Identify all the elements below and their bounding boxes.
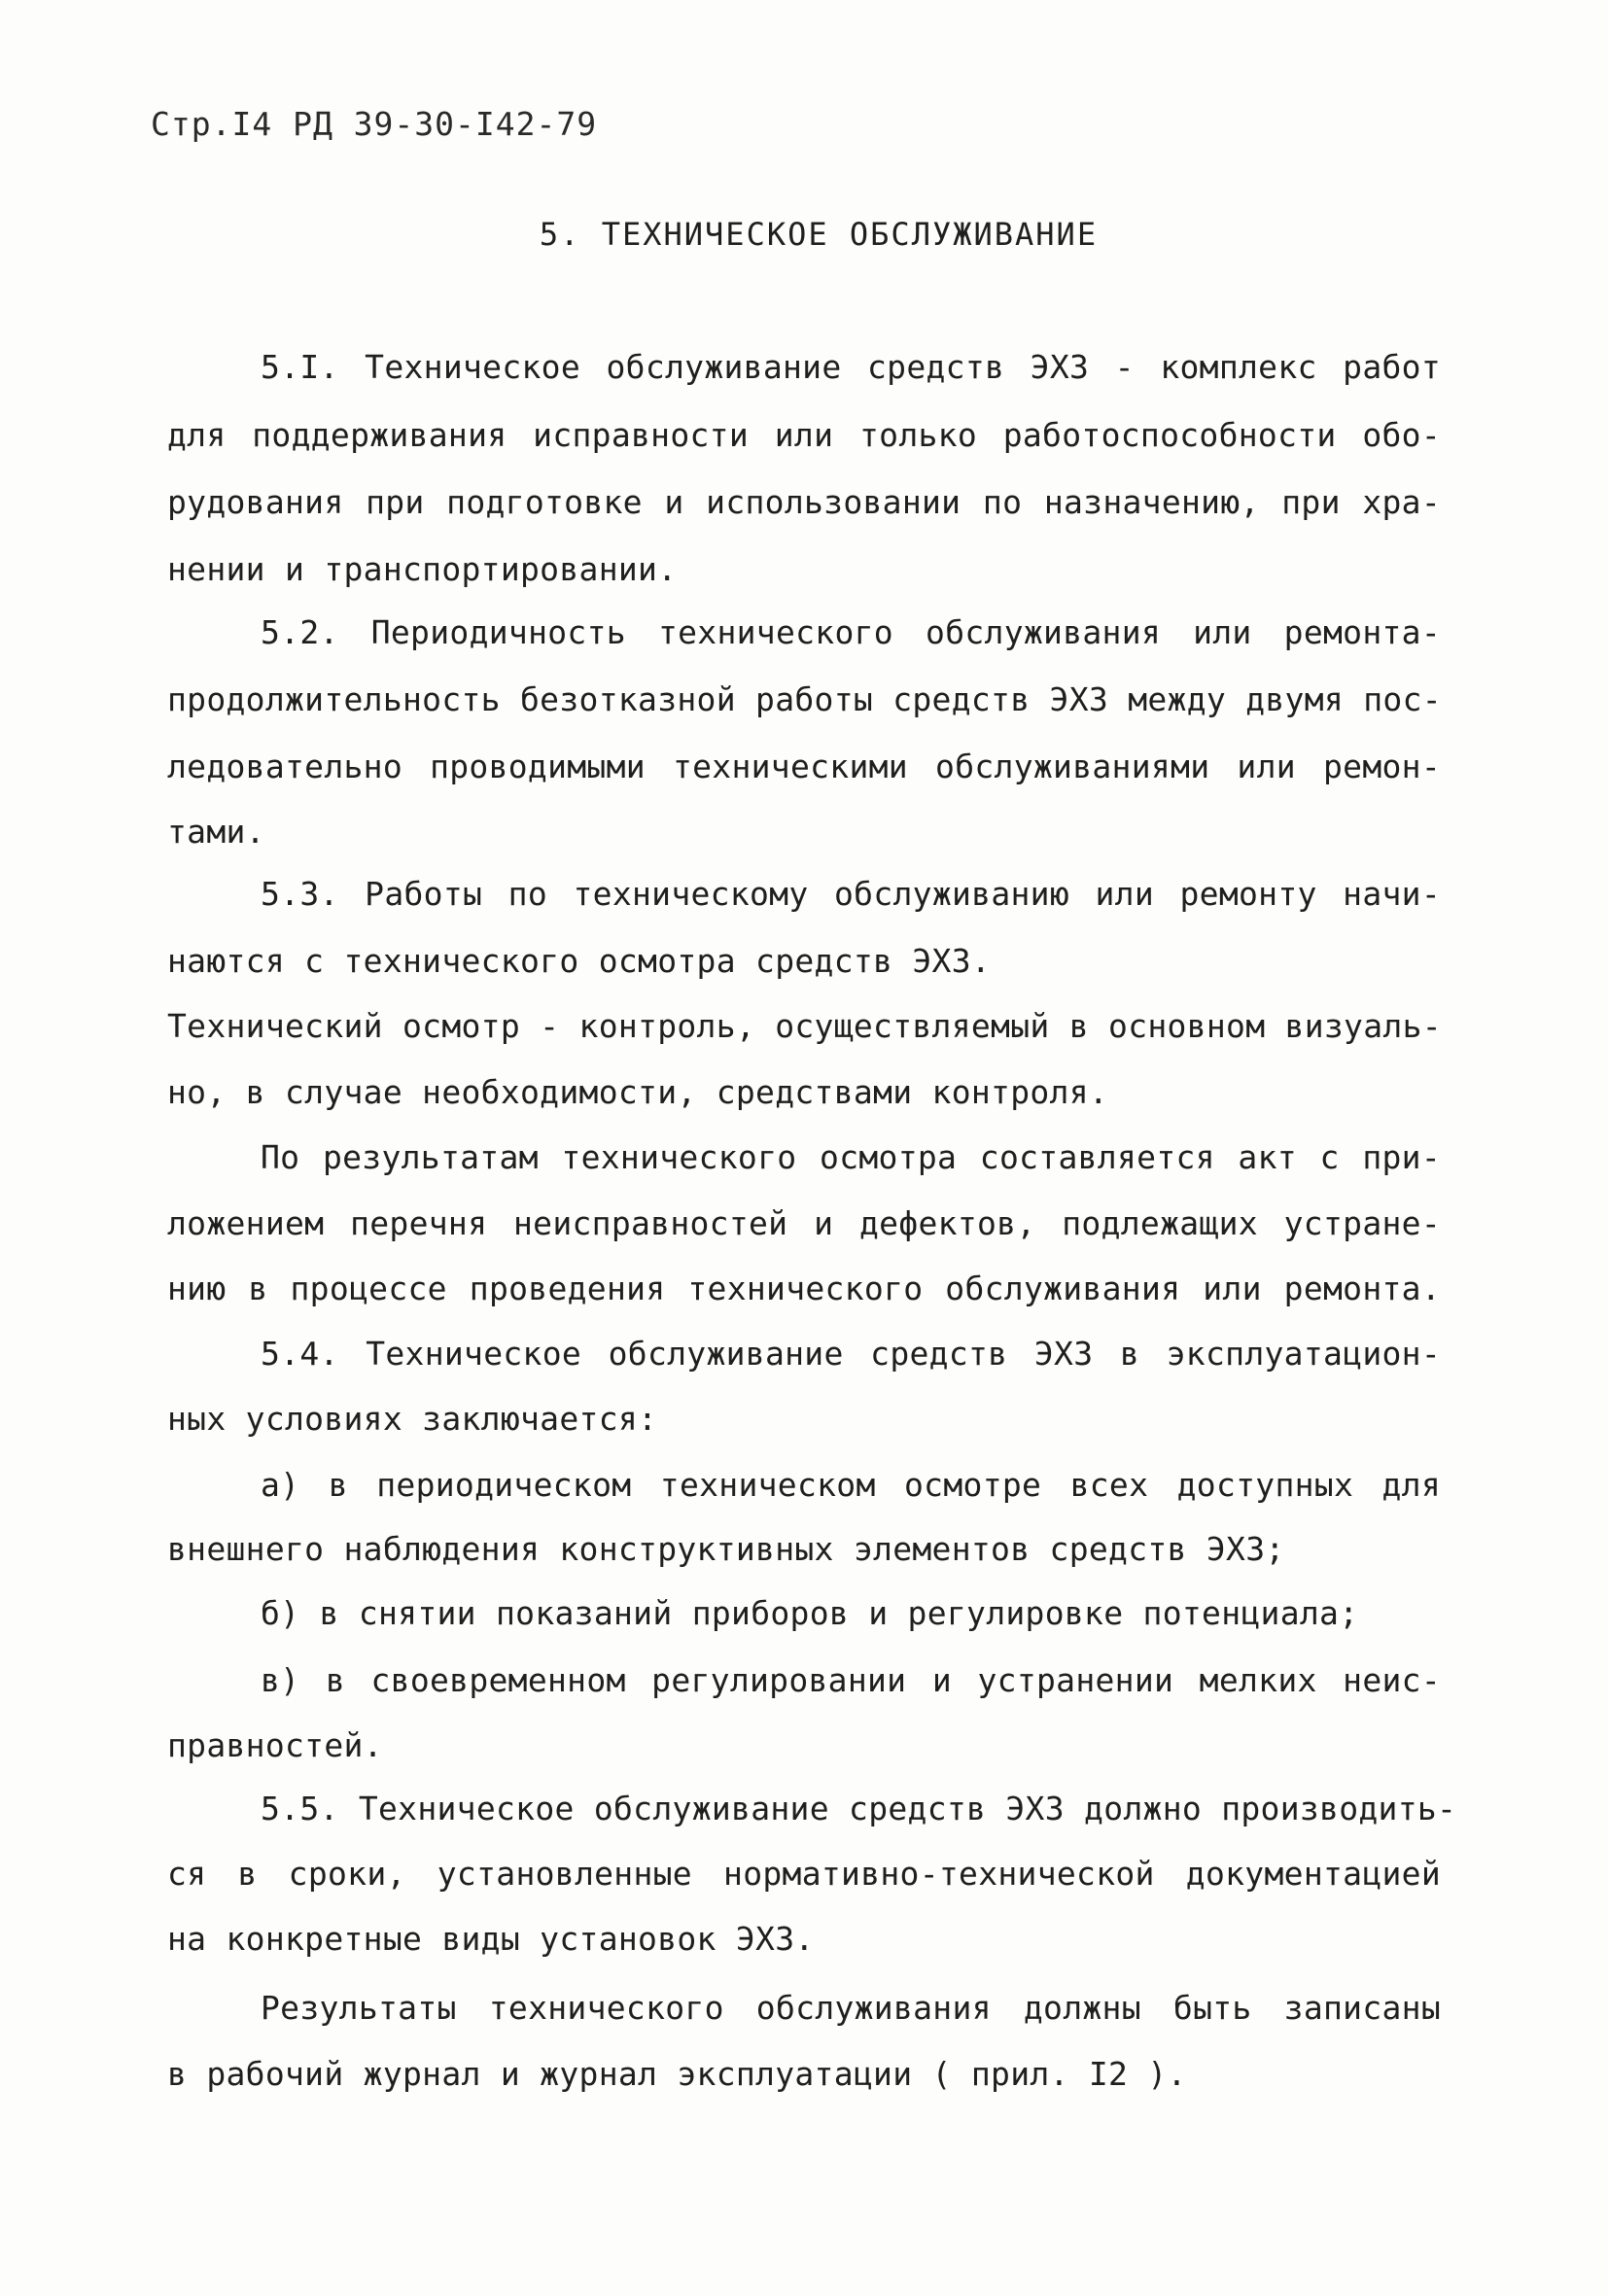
text-line: правностей.: [167, 1726, 383, 1764]
section-title: 5. ТЕХНИЧЕСКОЕ ОБСЛУЖИВАНИЕ: [539, 216, 1099, 253]
text-line: продолжительность безотказной работы средств ЭХЗ между двумя пос-: [167, 680, 1442, 718]
text-line: тами.: [167, 813, 265, 851]
text-line: ных условиях заключается:: [167, 1400, 658, 1438]
text-line: ложением перечня неисправностей и дефектов, подлежащих устране-: [167, 1204, 1441, 1242]
text-line: 5.5. Техническое обслуживание средств ЭХЗ должно производить-: [261, 1790, 1457, 1827]
text-line: 5.I. Техническое обслуживание средств ЭХЗ - комплекс работ: [261, 348, 1441, 386]
text-line: ледовательно проводимыми техническими обслуживаниями или ремон-: [167, 748, 1441, 785]
text-line: 5.2. Периодичность технического обслуживания или ремонта-: [261, 613, 1441, 651]
text-line: на конкретные виды установок ЭХЗ.: [167, 1920, 815, 1958]
text-line: Результаты технического обслуживания должны быть записаны: [261, 1989, 1441, 2027]
text-line: рудования при подготовке и использовании по назначению, при хра-: [167, 483, 1441, 521]
text-line: для поддерживания исправности или только работоспособности обо-: [167, 416, 1441, 454]
text-line: б) в снятии показаний приборов и регулировке потенциала;: [261, 1594, 1359, 1632]
text-line: в рабочий журнал и журнал эксплуатации ( прил. I2 ).: [167, 2055, 1187, 2093]
text-line: ся в сроки, установленные нормативно-технической документацией: [167, 1855, 1441, 1893]
text-line: Технический осмотр - контроль, осуществляемый в основном визуаль-: [167, 1007, 1442, 1045]
page-header: Стр.I4 РД 39-30-I42-79: [151, 105, 598, 143]
text-line: но, в случае необходимости, средствами контроля.: [167, 1073, 1109, 1111]
text-line: 5.4. Техническое обслуживание средств ЭХЗ в эксплуатацион-: [261, 1335, 1441, 1373]
text-line: в) в своевременном регулировании и устранении мелких неис-: [261, 1661, 1441, 1699]
text-line: а) в периодическом техническом осмотре всех доступных для: [261, 1466, 1441, 1504]
text-line: По результатам технического осмотра составляется акт с при-: [261, 1138, 1441, 1176]
text-line: 5.3. Работы по техническому обслуживанию или ремонту начи-: [261, 875, 1441, 913]
text-line: нении и транспортировании.: [167, 550, 678, 588]
text-line: нию в процессе проведения технического обслуживания или ремонта.: [167, 1270, 1441, 1307]
text-line: внешнего наблюдения конструктивных элементов средств ЭХЗ;: [167, 1530, 1285, 1568]
text-line: наются с технического осмотра средств ЭХЗ.: [167, 942, 992, 980]
